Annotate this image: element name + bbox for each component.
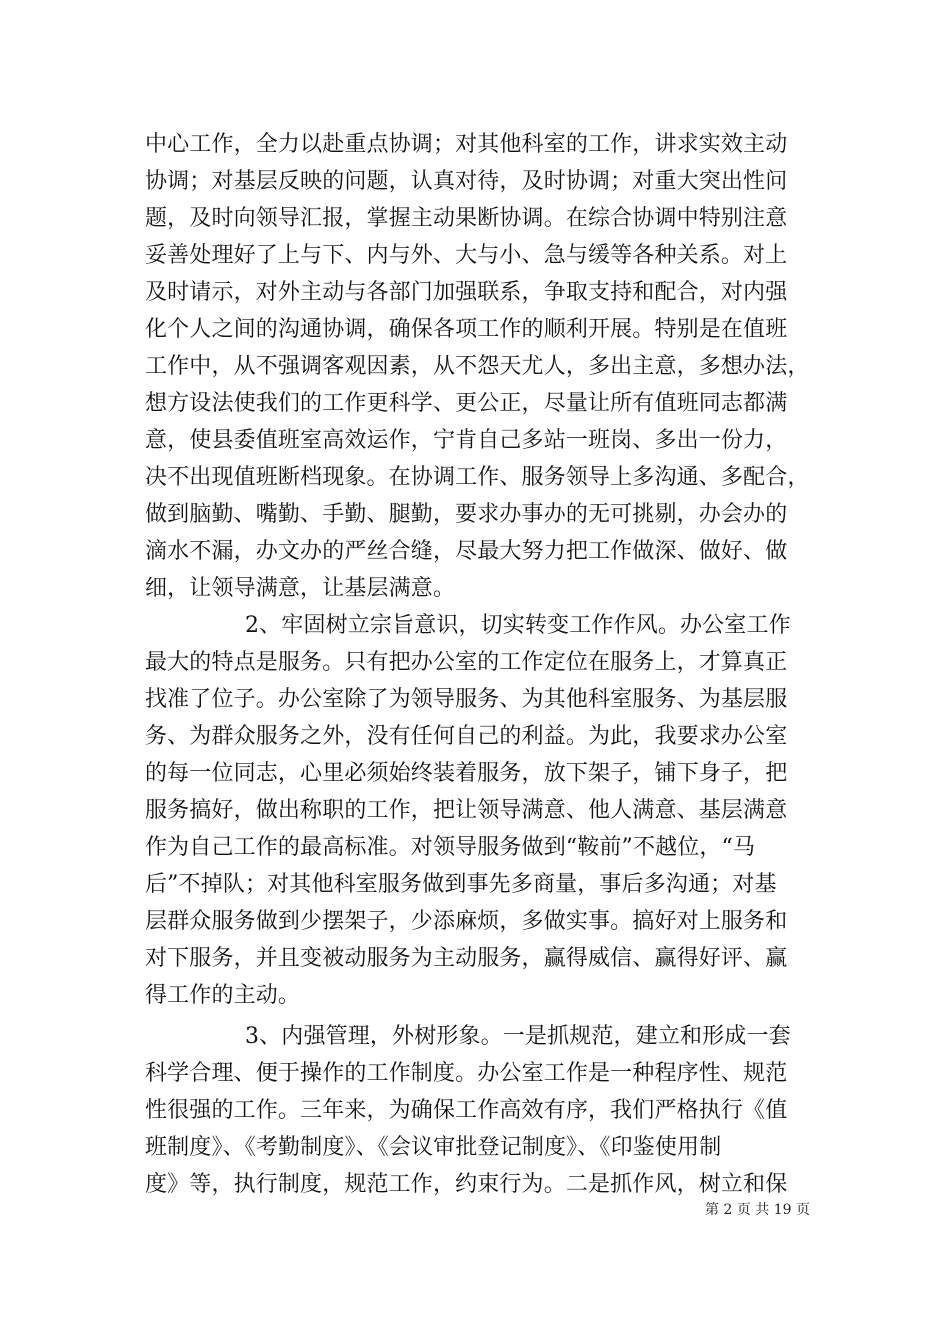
body-text-line: 性很强的工作。三年来，为确保工作高效有序，我们严格执行《值	[145, 1098, 788, 1123]
paragraph-2-heading-line: 2、牢固树立宗旨意识，切实转变工作作风。办公室工作	[245, 613, 791, 638]
body-text-line: 的每一位同志，心里必须始终装着服务，放下架子，铺下身子，把	[145, 761, 788, 786]
paragraph-3-heading-line: 3、内强管理，外树形象。一是抓规范，建立和形成一套	[245, 1024, 791, 1049]
body-text-line: 作为自己工作的最高标准。对领导服务做到“鞍前”不越位，“马	[145, 835, 756, 860]
body-text-line: 决不出现值班断档现象。在协调工作、服务领导上多沟通、多配合，	[145, 465, 810, 490]
body-text-line: 题，及时向领导汇报，掌握主动果断协调。在综合协调中特别注意	[145, 206, 788, 231]
body-text-line: 得工作的主动。	[145, 983, 301, 1008]
body-text-line: 化个人之间的沟通协调，确保各项工作的顺利开展。特别是在值班	[145, 317, 788, 342]
body-text-line: 班制度》、《考勤制度》、《会议审批登记制度》、《印鉴使用制	[145, 1135, 722, 1160]
body-text-line: 协调；对基层反映的问题，认真对待，及时协调；对重大突出性问	[145, 169, 788, 194]
body-text-line: 想方设法使我们的工作更科学、更公正，尽量让所有值班同志都满	[145, 391, 788, 416]
body-text-line: 妥善处理好了上与下、内与外、大与小、急与缓等各种关系。对上	[145, 243, 788, 268]
body-text-line: 层群众服务做到少摆架子，少添麻烦，多做实事。搞好对上服务和	[145, 909, 788, 934]
body-text-line: 务、为群众服务之外，没有任何自己的利益。为此，我要求办公室	[145, 724, 788, 749]
body-text-line: 工作中，从不强调客观因素，从不怨天尤人，多出主意，多想办法，	[145, 354, 810, 379]
body-text-line: 及时请示，对外主动与各部门加强联系，争取支持和配合，对内强	[145, 280, 788, 305]
body-text-line: 度》等，执行制度，规范工作，约束行为。二是抓作风，树立和保	[145, 1172, 788, 1197]
body-text-line: 找准了位子。办公室除了为领导服务、为其他科室服务、为基层服	[145, 687, 788, 712]
body-text-line: 细，让领导满意，让基层满意。	[145, 576, 456, 601]
page-number-footer: 第 2 页 共 19 页	[705, 1202, 810, 1218]
body-text-line: 对下服务，并且变被动服务为主动服务，赢得威信、赢得好评、赢	[145, 946, 788, 971]
body-text-line: 做到脑勤、嘴勤、手勤、腿勤，要求办事办的无可挑剔，办会办的	[145, 502, 788, 527]
body-text-line: 中心工作，全力以赴重点协调；对其他科室的工作，讲求实效主动	[145, 132, 788, 157]
body-text-line: 最大的特点是服务。只有把办公室的工作定位在服务上，才算真正	[145, 650, 788, 675]
body-text-line: 滴水不漏，办文办的严丝合缝，尽最大努力把工作做深、做好、做	[145, 539, 788, 564]
body-text-line: 后”不掉队；对其他科室服务做到事先多商量，事后多沟通；对基	[145, 872, 777, 897]
body-text-line: 服务搞好，做出称职的工作，把让领导满意、他人满意、基层满意	[145, 798, 788, 823]
body-text-line: 科学合理、便于操作的工作制度。办公室工作是一种程序性、规范	[145, 1061, 788, 1086]
body-text-line: 意，使县委值班室高效运作，宁肯自己多站一班岗、多出一份力，	[145, 428, 788, 453]
